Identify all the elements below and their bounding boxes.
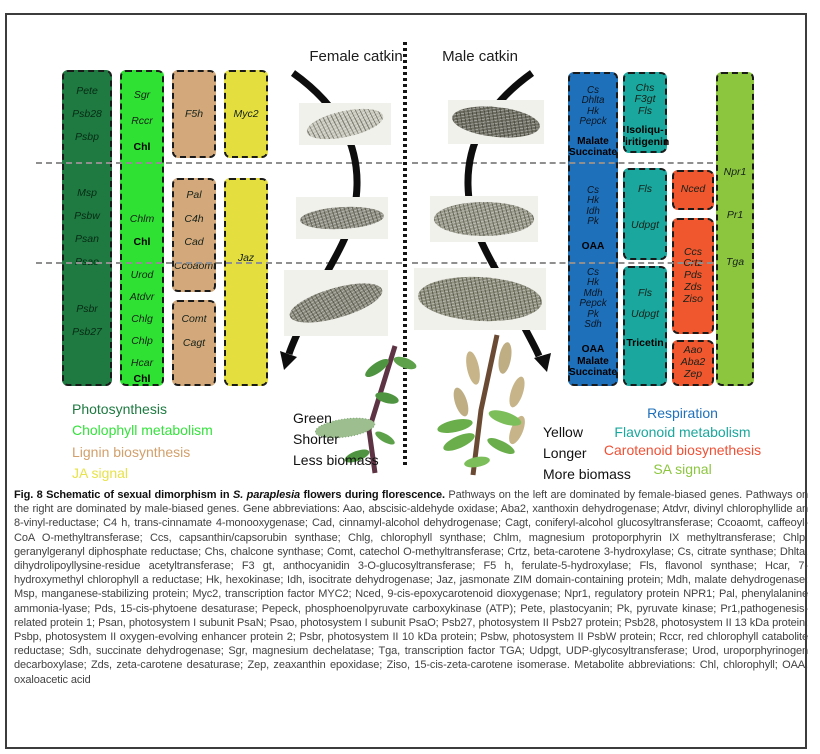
gene-label: Tga [725,256,745,268]
gene-label: Urod [130,269,154,281]
female-catkin-photo-stage1 [299,103,391,145]
gene-label: Sdh [584,319,602,331]
legend-item-sa-signal: SA signal [653,460,712,477]
gene-label: Jaz [237,252,255,264]
gene-label: Crtz [683,257,703,270]
trait-yellow: Yellow [543,424,583,440]
gene-label: Idh [586,205,600,217]
gene-label: Psbr [76,303,98,315]
gene-label: Msp [77,187,97,199]
gene-label: Isoliqu- [626,124,664,137]
gene-label: Succinate [568,146,618,158]
gene-label: Psan [75,233,99,245]
figure-caption [14,488,808,687]
gene-label: Ziso [683,292,703,305]
gene-label: Pds [683,269,703,282]
gene-label: Cagt [182,336,206,349]
gene-label: Udpgt [630,308,660,321]
gene-label: Cs [587,85,599,96]
male-catkin-label: Male catkin [442,48,518,65]
gene-label: Udpgt [630,219,660,232]
gene-label: Pal [186,189,202,201]
gene-label: Chl [133,141,151,153]
caption-lead-end: flowers during florescence. [300,489,445,501]
gene-label: Mdh [583,287,603,299]
gene-label: Ccs [683,245,703,258]
gene-label: Cs [587,267,599,278]
legend-item-respiration: Respiration [647,405,718,421]
legend-item-photosynthesis: Photosynthesis [72,401,167,417]
gene-label: Pete [76,85,98,97]
gene-label: Psb28 [72,108,102,120]
gene-label: Npr1 [723,166,747,178]
female-catkin-label: Female catkin [309,48,403,65]
gene-label: iritigenin [625,135,670,148]
gene-label: Atdvr [129,291,155,303]
male-catkin-photo-stage1 [448,100,544,144]
gene-label: Pr1 [726,209,744,221]
gene-label: Pepck [579,298,607,310]
gene-label: Chl [133,236,151,248]
female-arrowhead-icon [280,351,297,370]
left-pathway-legend [72,399,213,484]
trait-less-biomass: Less biomass [293,452,379,468]
female-catkin-photo-stage2 [296,197,388,239]
gene-label: OAA [581,240,605,252]
gene-label: Rccr [131,115,153,127]
caption-body: Pathways on the left are dominated by female-biased genes. Pathways on the right are dominated by male-biased genes. Gene abbreviations: Aao, abscisic-aldehyde oxidase; Aba2, xanthoxin dehydrogenase; Atdvr, divinyl chlorophyllide an 8-vinyl-reductase; C4 h, trans-cinnamate 4-monooxygenase; Cad, cinnamyl-alcohol dehydrogenase; Cagt, coniferyl-alcohol glucosyltransferase; Ccoaomt, caffeoyl-CoA O-methyltransferase; Ccs, capsanthin/capsorubin synthase; Chlg, chlorophyll synthase; Chlm, magnesium protoporphyrin IX methyltransferase; Chlp, geranylgeranyl diphosphate reductase; Chs, chalcone synthase; Comt, catechol O-methyltransferase; Crtz, beta-carotene 3-hydroxylase; Cs, citrate synthase; Dhlta, dihydrolipoyllysine-residue acetyltransferase; F3 gt, anthocyanidin 3-O-glucosyltransferase; F5 h, ferulate-5-hydroxylase; Fls, flavonol synthase; Hcar, 7-hydroxymethyl chlorophyll a reductase; Hk, hexokinase; Idh, isocitrate dehydrogenase; Jaz, jasmonate ZIM domain-containing protein; Mdh, malate dehydrogenase; Msp, manganese-stabilizing protein; Myc2, transcription factor MYC2; Nced, 9-cis-epoxycarotenoid dioxygenase; Npr1, regulatory protein NPR1; Pal, phenylalanine ammonia-lyase; Pds, 15-cis-phytoene desaturase; Pepeck, phosphoenolpyruvate carboxykinase (ATP); Pete, plastocyanin; Pk, pyruvate kinase; Pr1,pathogenesis-related protein 1; Psan, photosystem I subunit PsaN; Psao, photosystem I subunit PsaO; Psb27, photosystem II Psb27 protein; Psb28, photosystem II 13 kDa protein; Psbp, photosystem II oxygen-evolving enhancer protein 2; Psbr, photosystem II 10 kDa protein; Psbw, photosystem II PsbW protein; Rccr, red chlorophyll catabolite reductase; Sdh, succinate dehydrogenase; Sgr, magnesium dechelatase; Tga, transcription factor TGA; Udpgt, UDP-glycosyltransferase; Urod, uroporphyrinogen decarboxylase; Zds, zeta-carotene desaturase; Zep, zeaxanthin epoxidase; Ziso, 15-cis-zeta-carotene isomerase. Metabolite abbreviations: Chl, chlorophyll; OAA, oxaloacetic acid [14,489,808,686]
gene-label: Comt [181,313,207,325]
caption-species: S. paraplesia [232,489,301,501]
legend-item-flavonoid-metabolism: Flavonoid metabolism [614,423,751,440]
gene-label: C4h [184,212,204,225]
gene-label: Fls [638,287,652,299]
female-catkin-photo-stage3 [284,270,388,336]
gene-label: Chlg [131,313,153,325]
gene-label: Malate [577,135,609,147]
gene-label: Hk [587,195,599,207]
gene-label: Chlp [131,335,153,347]
trait-shorter: Shorter [293,431,339,447]
caption-lead: Fig. 8 Schematic of sexual dimorphism in [14,489,233,501]
gene-label: Sgr [133,89,151,101]
male-catkin-photo-stage2 [430,196,538,242]
gene-label: Psb27 [72,326,102,338]
gene-label: Psbp [75,131,99,143]
gene-label: Ccoaomt [174,259,217,272]
gene-label: Fls [638,104,652,117]
gene-label: Psao [75,256,99,268]
right-pathway-legend [565,404,800,478]
legend-item-lignin-biosynthesis: Lignin biosynthesis [72,443,191,460]
gene-label: Psbw [74,210,100,222]
gene-label: Nced [680,183,706,196]
legend-item-chlorophyll-metabolism: Cholophyll metabolism [72,422,213,439]
gene-label: Chl [133,373,151,385]
gene-label: Pepck [579,116,607,128]
gene-label: Pk [587,308,599,320]
gene-label: Hk [587,277,599,289]
gene-label: Malate [577,355,609,367]
gene-label: Hk [587,105,599,117]
male-branch-photo [425,330,545,480]
female-trait-summary [293,408,379,471]
gene-label: F3gt [634,93,656,106]
gene-label: Hcar [130,357,154,369]
male-catkin-photo-stage3 [414,268,546,330]
gene-label: Aba2 [680,356,706,369]
trait-longer: Longer [543,445,587,461]
gene-label: Succinate [568,366,618,378]
trait-more-biomass: More biomass [543,466,631,482]
gene-label: Pk [587,216,599,228]
gene-label: Cad [184,236,204,248]
gene-label: F5h [184,108,204,120]
gene-label: Zep [683,367,703,380]
gene-label: Fls [638,183,652,195]
gene-label: OAA [581,344,605,356]
legend-item-ja-signal: JA signal [72,464,129,481]
gene-label: Chs [635,82,655,94]
gene-label: Cs [587,185,599,196]
gene-label: Dhlta [581,95,605,107]
trait-green: Green [293,410,332,426]
legend-item-carotenoid-biosynthesis: Carotenoid biosynethesis [603,442,762,459]
gene-label: Zds [684,280,702,293]
gene-label: Aao [683,344,703,357]
gene-label: Chlm [129,213,155,225]
gene-label: Myc2 [233,108,259,120]
gene-label: Tricetin [626,336,664,349]
